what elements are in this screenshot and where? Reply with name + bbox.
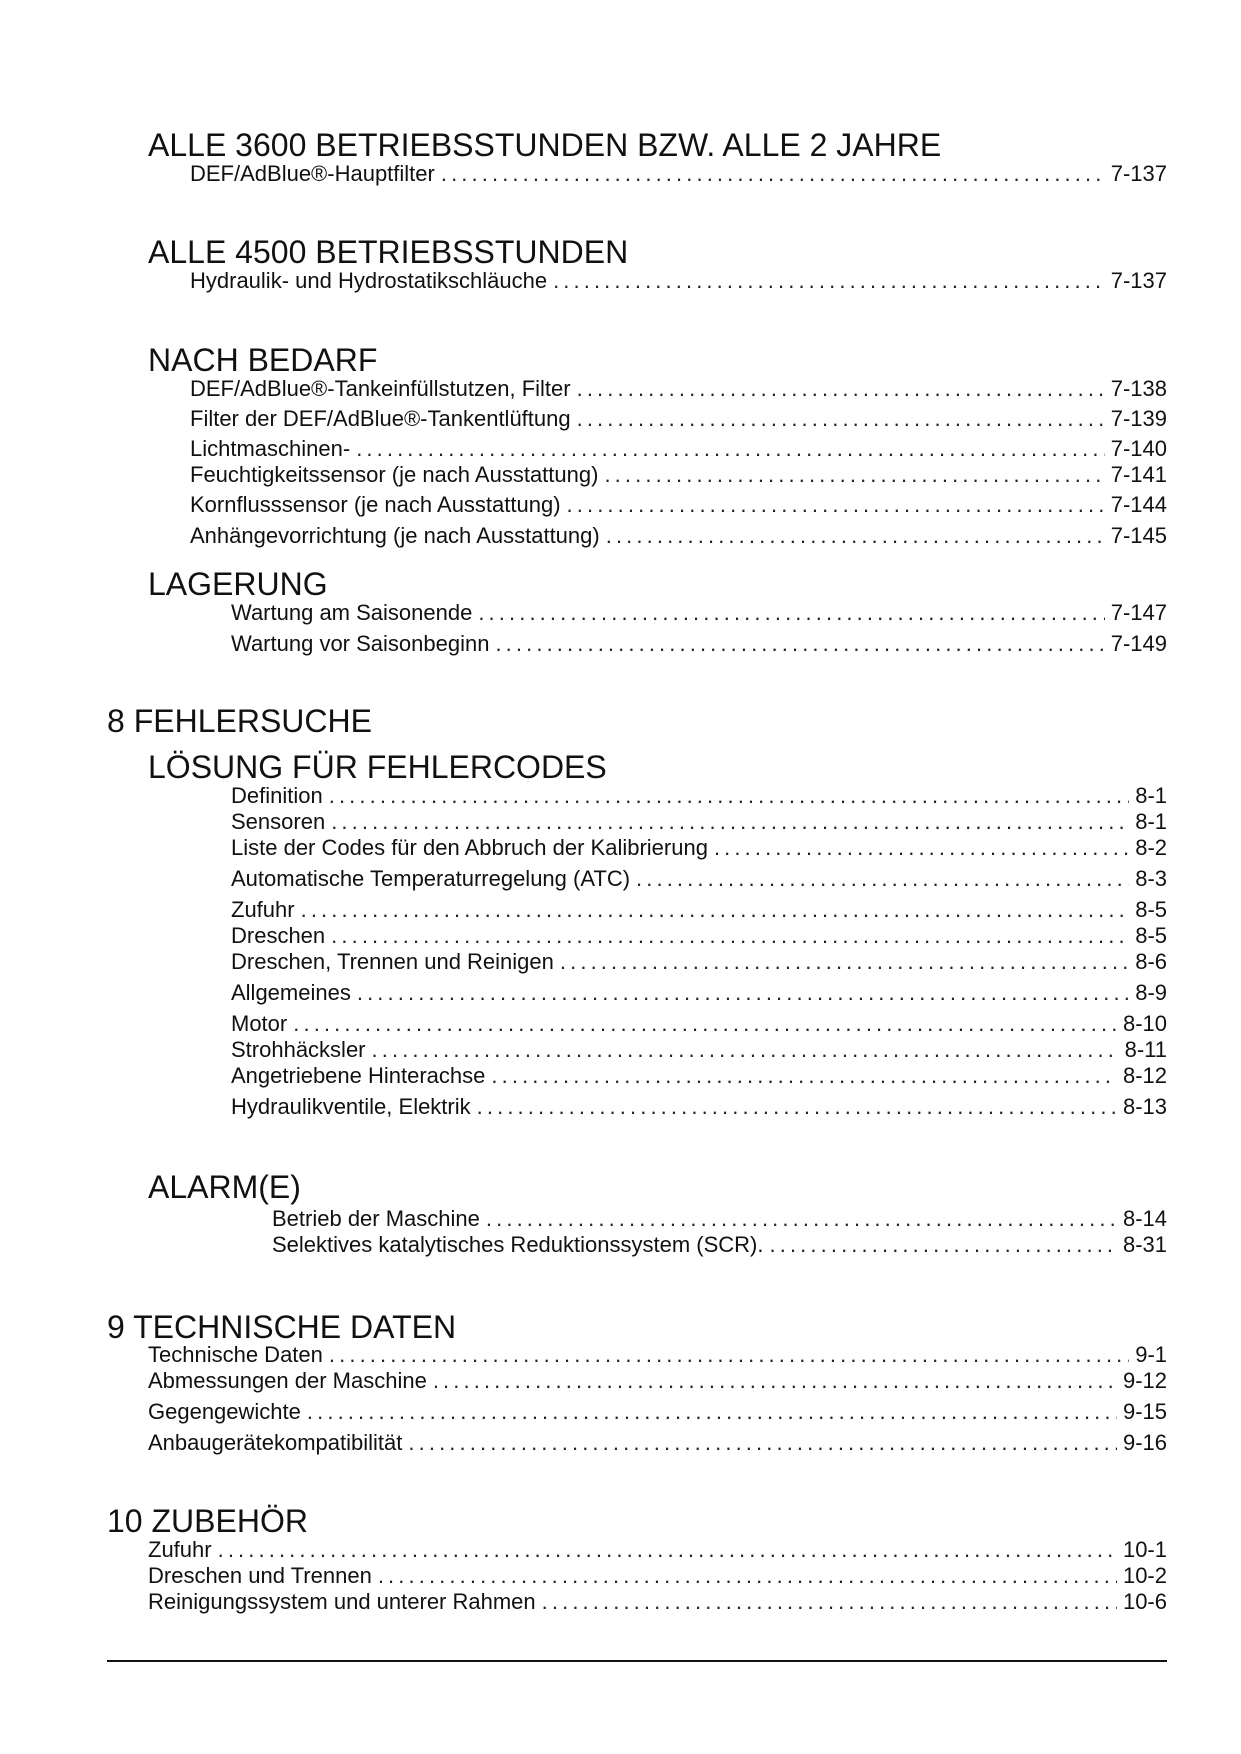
toc-entry[interactable] xyxy=(272,1206,1167,1232)
toc-page: 7-149 xyxy=(1110,631,1167,656)
toc-label: Dreschen und Trennen xyxy=(148,1563,372,1588)
toc-label: Selektives katalytisches Reduktionssystem (SCR). xyxy=(272,1232,764,1257)
toc-entry[interactable] xyxy=(148,1368,1167,1394)
toc-entry[interactable] xyxy=(148,1537,1167,1563)
toc-page: 9-15 xyxy=(1122,1399,1167,1424)
section-heading-loesung: LÖSUNG FÜR FEHLERCODES xyxy=(148,749,607,785)
toc-entry[interactable] xyxy=(148,1342,1167,1368)
toc-page: 8-10 xyxy=(1122,1011,1167,1036)
toc-label: Gegengewichte xyxy=(148,1399,301,1424)
section-heading-alarm: ALARM(E) xyxy=(148,1169,301,1205)
toc-label: Wartung vor Saisonbeginn xyxy=(231,631,490,656)
toc-page: 9-1 xyxy=(1135,1342,1167,1367)
toc-entry[interactable] xyxy=(231,897,1167,923)
toc-entry[interactable] xyxy=(231,949,1167,975)
toc-page: 7-137 xyxy=(1110,161,1167,186)
toc-entry[interactable] xyxy=(190,436,1167,462)
toc-entry[interactable] xyxy=(231,980,1167,1006)
toc-page: 8-14 xyxy=(1122,1206,1167,1231)
toc-label: DEF/AdBlue®-Tankeinfüllstutzen, Filter xyxy=(190,376,571,401)
toc-page: 8-3 xyxy=(1135,866,1167,891)
toc-entry[interactable] xyxy=(231,1094,1167,1120)
chapter-heading-10: 10 ZUBEHÖR xyxy=(107,1503,308,1539)
toc-entry[interactable] xyxy=(190,462,1167,488)
toc-page: 7-144 xyxy=(1110,492,1167,517)
toc-entry[interactable] xyxy=(148,1563,1167,1589)
toc-label: Allgemeines xyxy=(231,980,351,1005)
toc-label: Sensoren xyxy=(231,809,326,834)
toc-label: Filter der DEF/AdBlue®-Tankentlüftung xyxy=(190,406,571,431)
section-heading-3600: ALLE 3600 BETRIEBSSTUNDEN BZW. ALLE 2 JAHRE xyxy=(148,127,942,163)
toc-page: 8-13 xyxy=(1122,1094,1167,1119)
toc-entry[interactable] xyxy=(231,866,1167,892)
toc-label: Motor xyxy=(231,1011,288,1036)
toc-page: 8-1 xyxy=(1135,809,1167,834)
toc-label: Zufuhr xyxy=(231,897,295,922)
toc-page: 8-6 xyxy=(1135,949,1167,974)
toc-page: 7-137 xyxy=(1110,268,1167,293)
toc-entry[interactable] xyxy=(231,1037,1167,1063)
toc-entry[interactable] xyxy=(231,809,1167,835)
toc-label: DEF/AdBlue®-Hauptfilter xyxy=(190,161,435,186)
toc-page: 10-6 xyxy=(1122,1589,1167,1614)
toc-label: Anhängevorrichtung (je nach Ausstattung) xyxy=(190,523,600,548)
toc-label: Definition xyxy=(231,783,323,808)
toc-entry[interactable] xyxy=(148,1430,1167,1456)
section-heading-nach-bedarf: NACH BEDARF xyxy=(148,342,378,378)
toc-page: 8-5 xyxy=(1135,897,1167,922)
toc-label: Liste der Codes für den Abbruch der Kalibrierung xyxy=(231,835,708,860)
footer-rule xyxy=(107,1660,1167,1662)
toc-entry[interactable] xyxy=(148,1589,1167,1615)
toc-label: Lichtmaschinen- xyxy=(190,436,351,461)
toc-page: 8-9 xyxy=(1135,980,1167,1005)
toc-label: Automatische Temperaturregelung (ATC) xyxy=(231,866,631,891)
toc-label: Dreschen, Trennen und Reinigen xyxy=(231,949,554,974)
toc-page: 8-12 xyxy=(1122,1063,1167,1088)
toc-label: Reinigungssystem und unterer Rahmen xyxy=(148,1589,536,1614)
toc-label: Zufuhr xyxy=(148,1537,212,1562)
toc-entry[interactable] xyxy=(231,783,1167,809)
toc-entry[interactable] xyxy=(148,1399,1167,1425)
toc-label: Anbaugerätekompatibilität xyxy=(148,1430,403,1455)
toc-label: Dreschen xyxy=(231,923,326,948)
toc-page: 8-5 xyxy=(1135,923,1167,948)
toc-page: 8-2 xyxy=(1135,835,1167,860)
toc-page: 10-1 xyxy=(1122,1537,1167,1562)
toc-page: 7-139 xyxy=(1110,406,1167,431)
section-heading-lagerung: LAGERUNG xyxy=(148,566,328,602)
toc-entry[interactable] xyxy=(272,1232,1167,1258)
toc-label: Abmessungen der Maschine xyxy=(148,1368,427,1393)
toc-page: 8-31 xyxy=(1122,1232,1167,1257)
toc-page: 8-11 xyxy=(1124,1037,1167,1062)
toc-label: Kornflusssensor (je nach Ausstattung) xyxy=(190,492,561,517)
toc-page: 7-141 xyxy=(1110,462,1167,487)
toc-entry[interactable] xyxy=(231,923,1167,949)
toc-label: Angetriebene Hinterachse xyxy=(231,1063,486,1088)
toc-entry[interactable] xyxy=(231,600,1167,626)
toc-page: 7-145 xyxy=(1110,523,1167,548)
section-heading-4500: ALLE 4500 BETRIEBSSTUNDEN xyxy=(148,234,629,270)
toc-label: Technische Daten xyxy=(148,1342,323,1367)
toc-page: 7-147 xyxy=(1110,600,1167,625)
toc-label: Wartung am Saisonende xyxy=(231,600,473,625)
toc-entry[interactable] xyxy=(190,523,1167,549)
chapter-heading-8: 8 FEHLERSUCHE xyxy=(107,703,372,739)
toc-entry[interactable] xyxy=(190,406,1167,432)
toc-label: Hydraulikventile, Elektrik xyxy=(231,1094,471,1119)
toc-label: Strohhäcksler xyxy=(231,1037,366,1062)
toc-label: Hydraulik- und Hydrostatikschläuche xyxy=(190,268,548,293)
toc-page: 7-138 xyxy=(1110,376,1167,401)
toc-page: 7-140 xyxy=(1110,436,1167,461)
toc-page: 10-2 xyxy=(1122,1563,1167,1588)
toc-entry[interactable] xyxy=(190,492,1167,518)
toc-entry[interactable] xyxy=(190,268,1167,294)
toc-page: 8-1 xyxy=(1135,783,1167,808)
toc-entry[interactable] xyxy=(231,1063,1167,1089)
toc-entry[interactable] xyxy=(190,376,1167,402)
toc-entry[interactable] xyxy=(190,161,1167,187)
toc-entry[interactable] xyxy=(231,835,1167,861)
toc-entry[interactable] xyxy=(231,631,1167,657)
chapter-heading-9: 9 TECHNISCHE DATEN xyxy=(107,1309,457,1345)
toc-page: 9-12 xyxy=(1122,1368,1167,1393)
toc-label: Feuchtigkeitssensor (je nach Ausstattung) xyxy=(190,462,599,487)
toc-page: 9-16 xyxy=(1122,1430,1167,1455)
toc-entry[interactable] xyxy=(231,1011,1167,1037)
toc-label: Betrieb der Maschine xyxy=(272,1206,480,1231)
